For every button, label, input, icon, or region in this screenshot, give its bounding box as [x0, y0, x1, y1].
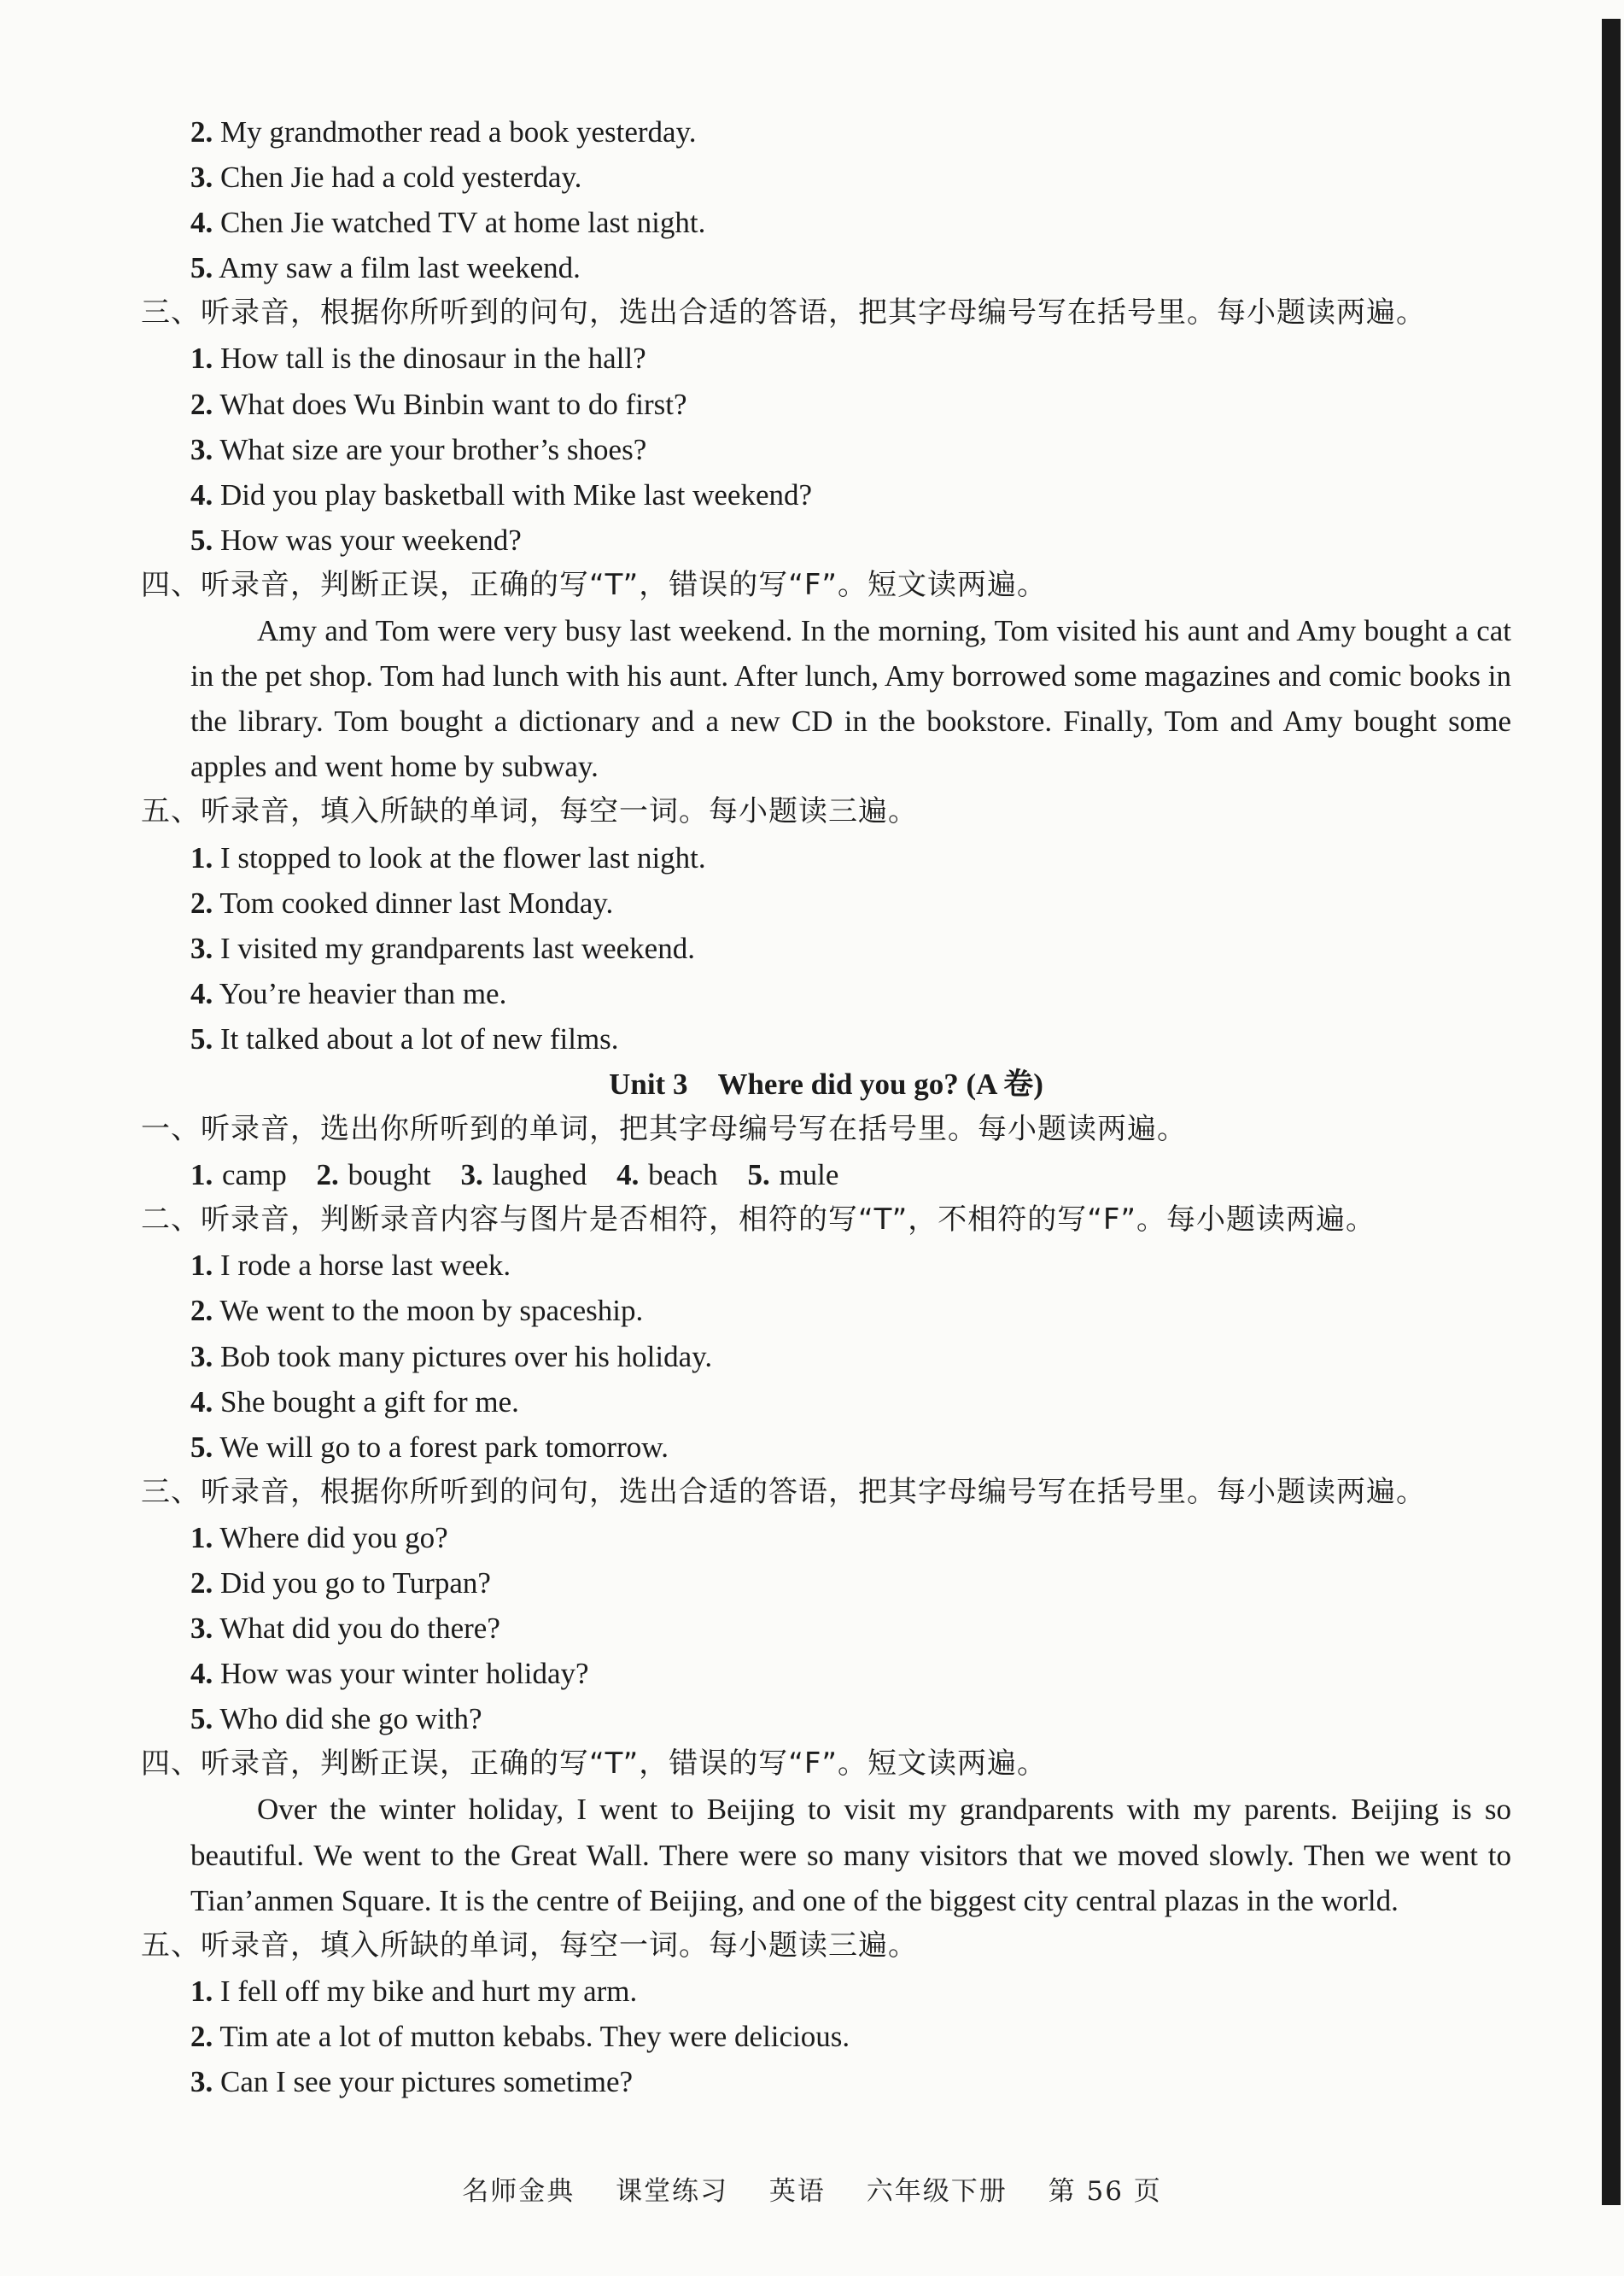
- list-item: 4. How was your winter holiday?: [190, 1657, 589, 1691]
- page-footer: [0, 2169, 1624, 2208]
- list-item: 3. Can I see your pictures sometime?: [190, 2065, 634, 2099]
- list-item: 5. Who did she go with?: [190, 1702, 482, 1736]
- page-edge-bar: [1602, 19, 1621, 2205]
- passage-4b: Over the winter holiday, I went to Beijing to visit my grandparents with my parents. Beijing is so beautiful. We went to the Great Wall. There were so many visitors that we moved slowly. Then we went to Tian’anmen Square. It is the centre of Beijing, and one of the biggest city central plazas in the world.: [190, 1793, 1511, 1917]
- section-heading-3b: 三、听录音，根据你所听到的问句，选出合适的答语，把其字母编号写在括号里。每小题读两遍。: [141, 1474, 1426, 1509]
- footer-series: 课堂练习: [616, 2176, 729, 2207]
- footer-subject: 英语: [768, 2176, 826, 2207]
- worksheet-page: [141, 109, 1511, 2104]
- list-item: 5. Amy saw a film last weekend.: [190, 251, 581, 285]
- list-item: 2. What does Wu Binbin want to do first?: [190, 387, 687, 421]
- list-item: 2. We went to the moon by spaceship.: [190, 1294, 644, 1328]
- block-1-items: [141, 109, 1511, 290]
- list-item: 5. We will go to a forest park tomorrow.: [190, 1430, 669, 1464]
- list-item: 2. Tim ate a lot of mutton kebabs. They were delicious.: [190, 2019, 850, 2053]
- list-item: 1. Where did you go?: [190, 1520, 448, 1554]
- section-heading-1b: 一、听录音，选出你所听到的单词，把其字母编号写在括号里。每小题读两遍。: [141, 1112, 1187, 1147]
- section-heading-4b: 四、听录音，判断正误，正确的写“T”，错误的写“F”。短文读两遍。: [141, 1746, 1048, 1782]
- section-heading-2b: 二、听录音，判断录音内容与图片是否相符，相符的写“T”，不相符的写“F”。每小题读两遍。: [141, 1202, 1376, 1237]
- list-item: 4. Chen Jie watched TV at home last night.: [190, 206, 706, 240]
- list-item: 1. I stopped to look at the flower last night.: [190, 840, 706, 875]
- list-item: 2. Did you go to Turpan?: [190, 1566, 491, 1600]
- list-item: 1. How tall is the dinosaur in the hall?: [190, 342, 646, 376]
- list-item: 3. Bob took many pictures over his holiday.: [190, 1339, 713, 1373]
- footer-page-number: 第 56 页: [1048, 2176, 1162, 2207]
- footer-brand: 名师金典: [462, 2176, 575, 2207]
- list-item: 2. My grandmother read a book yesterday.: [190, 115, 697, 149]
- list-item: 2. Tom cooked dinner last Monday.: [190, 886, 614, 920]
- list-item: 4. You’re heavier than me.: [190, 976, 507, 1010]
- list-item: 3. Chen Jie had a cold yesterday.: [190, 161, 582, 195]
- list-item: 5. It talked about a lot of new films.: [190, 1021, 619, 1056]
- section-heading-4a: 四、听录音，判断正误，正确的写“T”，错误的写“F”。短文读两遍。: [141, 567, 1048, 602]
- section-heading-5b: 五、听录音，填入所缺的单词，每空一词。每小题读三遍。: [141, 1928, 918, 1963]
- word-list: 1. camp 2. bought 3. laughed 4. beach 5. mule: [190, 1158, 839, 1192]
- list-item: 4. She bought a gift for me.: [190, 1384, 519, 1419]
- list-item: 3. What did you do there?: [190, 1612, 500, 1646]
- footer-grade: 六年级下册: [866, 2176, 1008, 2207]
- list-item: 3. What size are your brother’s shoes?: [190, 432, 647, 466]
- list-item: 5. How was your weekend?: [190, 523, 522, 557]
- section-heading-3a: 三、听录音，根据你所听到的问句，选出合适的答语，把其字母编号写在括号里。每小题读两遍。: [141, 295, 1426, 331]
- passage-4a: Amy and Tom were very busy last weekend. In the morning, Tom visited his aunt and Amy bought a cat in the pet shop. Tom had lunch with his aunt. After lunch, Amy borrowed some magazines and comic books in the library. Tom bought a dictionary and a new CD in the bookstore. Finally, Tom and Amy bought some apples and went home by subway.: [190, 614, 1511, 784]
- section-heading-5a: 五、听录音，填入所缺的单词，每空一词。每小题读三遍。: [141, 794, 918, 829]
- list-item: 1. I rode a horse last week.: [190, 1249, 511, 1283]
- unit-title: Unit 3 Where did you go? (A 卷): [609, 1067, 1043, 1101]
- list-item: 1. I fell off my bike and hurt my arm.: [190, 1974, 638, 2008]
- list-item: 3. I visited my grandparents last weekend.: [190, 931, 695, 965]
- list-item: 4. Did you play basketball with Mike last weekend?: [190, 477, 813, 512]
